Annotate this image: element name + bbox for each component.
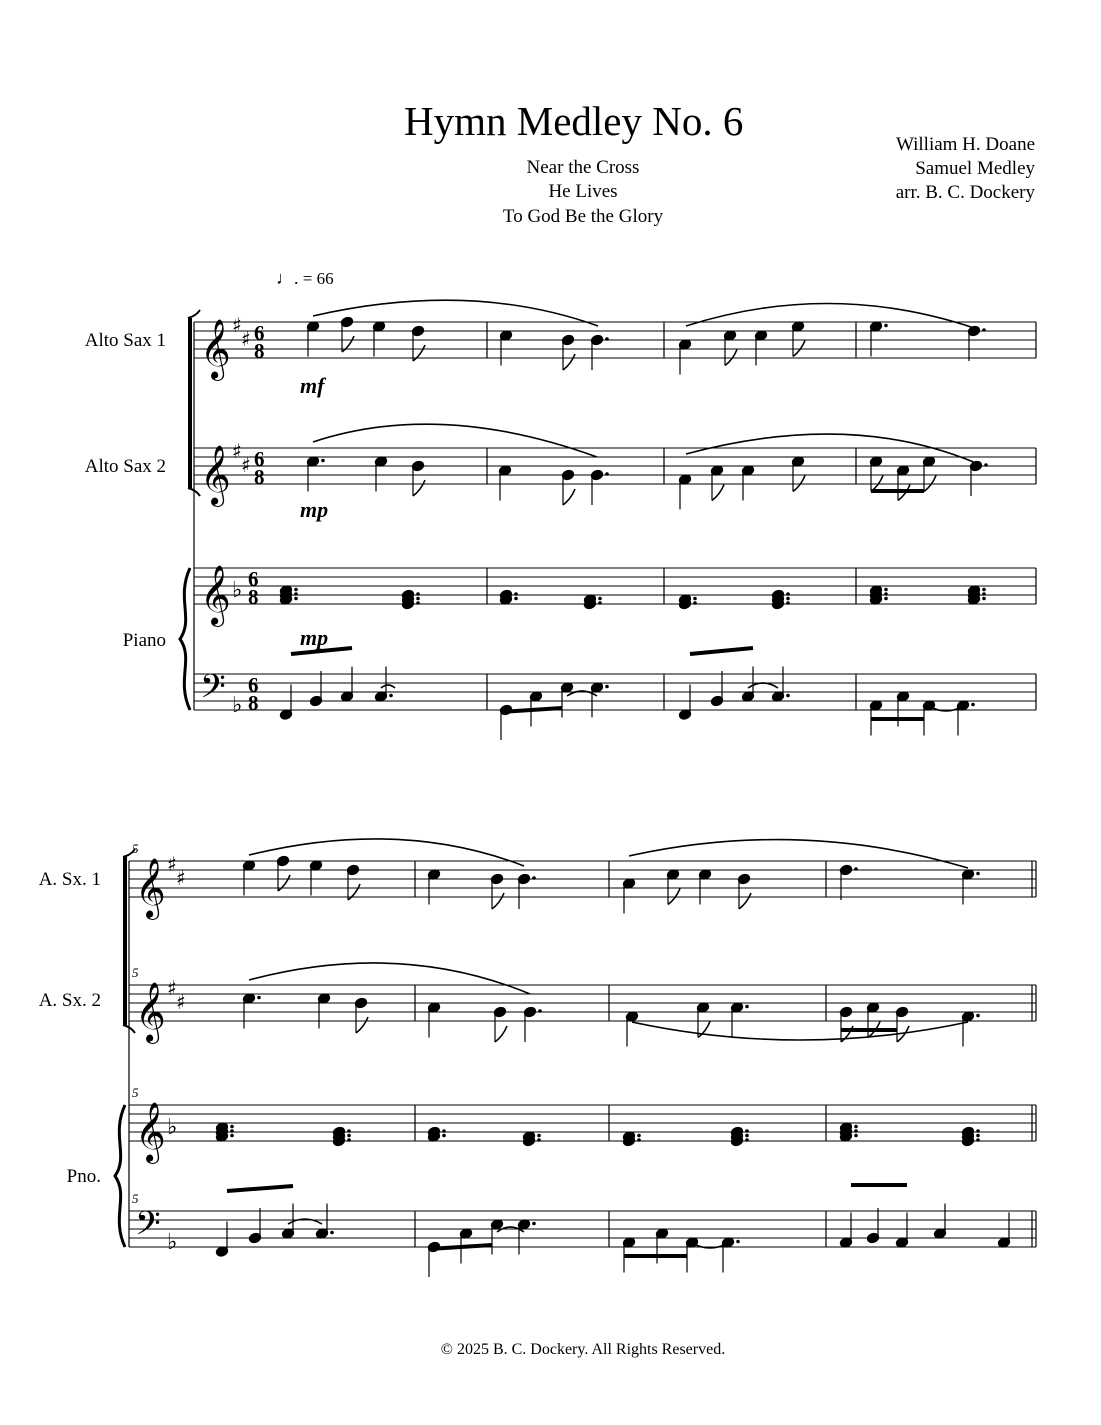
slur	[629, 840, 968, 868]
piano-brace	[180, 568, 190, 710]
augmentation-dot	[984, 463, 988, 467]
augmentation-dot	[786, 592, 790, 596]
note-flag	[278, 875, 290, 891]
augmentation-dot	[745, 1005, 749, 1009]
label-a-sx-2: A. Sx. 2	[38, 990, 101, 1011]
barlines	[129, 322, 1036, 1247]
augmentation-dot	[230, 1125, 234, 1129]
augmentation-dot	[982, 592, 986, 596]
augmentation-dot	[884, 597, 888, 601]
augmentation-dot	[330, 1231, 334, 1235]
slur	[249, 963, 530, 994]
augmentation-dot	[257, 996, 261, 1000]
augmentation-dot	[514, 597, 518, 601]
augmentation-dot	[321, 459, 325, 463]
label-alto-sax-2: Alto Sax 2	[84, 456, 166, 477]
augmentation-dot	[347, 1138, 351, 1142]
flat-icon: ♭	[167, 1115, 178, 1140]
label-piano: Piano	[122, 630, 166, 651]
augmentation-dot	[736, 1240, 740, 1244]
slur	[632, 1022, 968, 1040]
augmentation-dot	[598, 601, 602, 605]
measure-number: 5	[132, 1085, 139, 1100]
time-sig-bottom: 8	[248, 585, 259, 609]
time-sig-bottom: 8	[248, 691, 259, 715]
slurs	[249, 300, 976, 1248]
subtitle-3: To God Be the Glory	[502, 206, 664, 227]
augmentation-dot	[537, 1134, 541, 1138]
sharp-icon: ♯	[176, 990, 186, 1014]
note-flag	[739, 893, 751, 909]
treble-clef-icon: 𝄞	[200, 445, 231, 505]
augmentation-dot	[745, 1138, 749, 1142]
augmentation-dot	[854, 1125, 858, 1129]
augmentation-dot	[854, 1129, 858, 1133]
augmentation-dot	[605, 337, 609, 341]
measure-number: 5	[132, 1191, 139, 1206]
augmentation-dot	[294, 592, 298, 596]
subtitle-1: Near the Cross	[526, 157, 640, 178]
augmentation-dot	[982, 328, 986, 332]
tempo-value: = 66	[302, 269, 334, 288]
augmentation-dot	[976, 1138, 980, 1142]
sharp-icon: ♯	[167, 852, 177, 876]
augmentation-dot	[982, 597, 986, 601]
dynamic-marking: mp	[300, 497, 329, 522]
flat-icon: ♭	[232, 693, 243, 718]
augmentation-dot	[854, 867, 858, 871]
piano-brace	[115, 1105, 125, 1247]
augmentation-dot	[347, 1129, 351, 1133]
augmentation-dot	[982, 588, 986, 592]
bass-clef-icon: 𝄢	[200, 668, 226, 714]
slur	[381, 685, 395, 688]
augmentation-dot	[230, 1129, 234, 1133]
note-flag	[342, 336, 354, 352]
measure-number: 5	[132, 965, 139, 980]
label-alto-sax-1: Alto Sax 1	[84, 330, 166, 351]
augmentation-dot	[976, 1014, 980, 1018]
augmentation-dot	[416, 592, 420, 596]
augmentation-dot	[537, 1138, 541, 1142]
augmentation-dot	[416, 601, 420, 605]
augmentation-dot	[976, 1134, 980, 1138]
lyricist-credit: Samuel Medley	[915, 158, 1035, 179]
augmentation-dot	[854, 1134, 858, 1138]
sharp-icon: ♯	[232, 313, 242, 337]
measure-number: 5	[132, 841, 139, 856]
augmentation-dot	[884, 588, 888, 592]
augmentation-dot	[786, 601, 790, 605]
flat-icon: ♭	[232, 578, 243, 603]
sharp-icon: ♯	[241, 327, 251, 351]
beam	[227, 1186, 293, 1191]
dynamics	[300, 373, 328, 650]
treble-clef-icon: 𝄞	[200, 319, 231, 379]
staff-lines	[129, 322, 1036, 1247]
sharp-icon: ♯	[232, 439, 242, 463]
sharp-icon: ♯	[167, 976, 177, 1000]
augmentation-dot	[605, 685, 609, 689]
augmentation-dot	[884, 324, 888, 328]
arranger-credit: arr. B. C. Dockery	[895, 182, 1035, 203]
bass-clef-icon: 𝄢	[135, 1205, 161, 1251]
composer-credit: William H. Doane	[895, 134, 1035, 155]
treble-clef-icon: 𝄞	[135, 858, 166, 918]
label-a-sx-1: A. Sx. 1	[38, 869, 101, 890]
slur	[313, 424, 597, 457]
dynamic-marking: mf	[300, 373, 325, 398]
augmentation-dot	[294, 597, 298, 601]
treble-clef-icon: 𝄞	[200, 565, 231, 625]
augmentation-dot	[976, 1129, 980, 1133]
time-sig-bottom: 8	[254, 339, 265, 363]
note-flag	[712, 485, 724, 501]
note-flag	[413, 345, 425, 361]
augmentation-dot	[884, 592, 888, 596]
augmentation-dot	[786, 694, 790, 698]
augmentation-dot	[971, 703, 975, 707]
note-flag	[356, 1017, 368, 1033]
augmentation-dot	[442, 1129, 446, 1133]
copyright-notice: © 2025 B. C. Dockery. All Rights Reserved.	[440, 1341, 726, 1358]
time-sig-top: 6	[254, 321, 265, 345]
augmentation-dot	[605, 472, 609, 476]
augmentation-dot	[976, 872, 980, 876]
note-flag	[492, 893, 504, 909]
flat-icon: ♭	[167, 1230, 178, 1255]
slur	[249, 839, 524, 866]
augmentation-dot	[514, 592, 518, 596]
sharp-icon: ♯	[241, 453, 251, 477]
augmentation-dot	[637, 1134, 641, 1138]
augmentation-dot	[786, 597, 790, 601]
dotted-quarter-icon: ♩.	[276, 268, 299, 288]
time-sig-top: 6	[248, 567, 259, 591]
augmentation-dot	[294, 588, 298, 592]
augmentation-dot	[693, 597, 697, 601]
augmentation-dot	[389, 694, 393, 698]
treble-clef-icon: 𝄞	[135, 1102, 166, 1162]
notes	[215, 316, 1010, 1277]
label-pno: Pno.	[66, 1166, 101, 1187]
beam	[690, 648, 753, 654]
augmentation-dot	[598, 597, 602, 601]
augmentation-dot	[532, 876, 536, 880]
augmentation-dot	[538, 1009, 542, 1013]
note-flag	[413, 480, 425, 496]
sharp-icon: ♯	[176, 866, 186, 890]
augmentation-dot	[637, 1138, 641, 1142]
time-signatures	[248, 321, 265, 715]
augmentation-dot	[532, 1222, 536, 1226]
time-sig-top: 6	[254, 447, 265, 471]
note-flag	[495, 1026, 507, 1042]
augmentation-dot	[693, 601, 697, 605]
bracket-hook	[188, 310, 200, 318]
note-flag	[563, 489, 575, 505]
clefs	[135, 319, 231, 1251]
augmentation-dot	[347, 1134, 351, 1138]
augmentation-dot	[745, 1134, 749, 1138]
augmentation-dot	[230, 1134, 234, 1138]
note-flag	[563, 354, 575, 370]
dynamic-marking: mp	[300, 625, 329, 650]
augmentation-dot	[745, 1129, 749, 1133]
time-sig-bottom: 8	[254, 465, 265, 489]
augmentation-dot	[416, 597, 420, 601]
subtitle-2: He Lives	[548, 181, 618, 202]
slur	[686, 303, 974, 328]
augmentation-dot	[442, 1134, 446, 1138]
piece-title: Hymn Medley No. 6	[404, 98, 744, 144]
treble-clef-icon: 𝄞	[135, 982, 166, 1042]
time-sig-top: 6	[248, 673, 259, 697]
note-flag	[348, 884, 360, 900]
